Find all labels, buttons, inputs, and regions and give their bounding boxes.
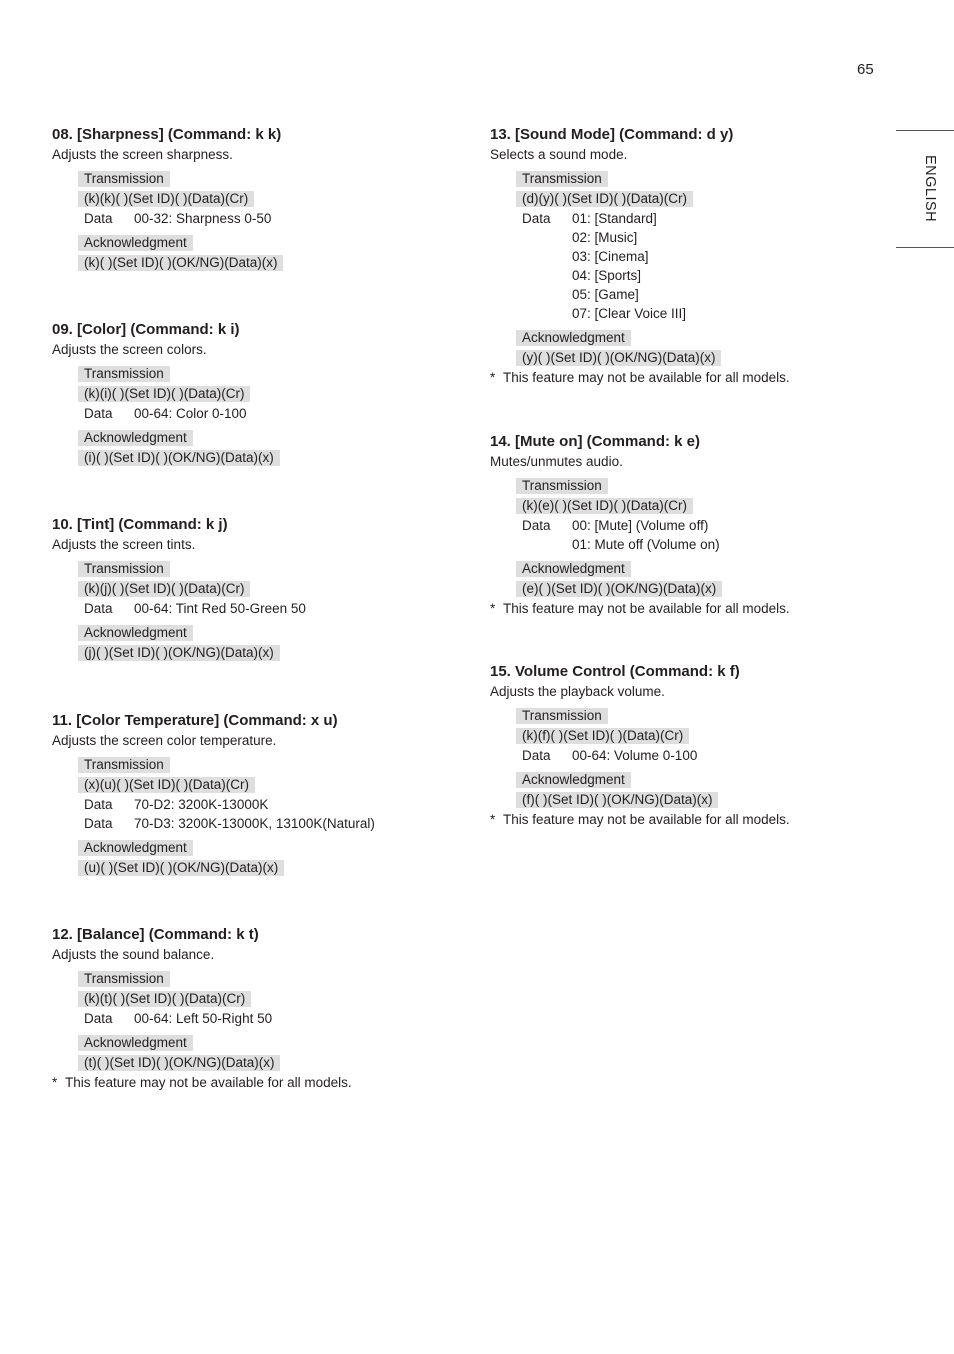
transmission-code: (x)(u)( )(Set ID)( )(Data)(Cr) <box>78 777 255 793</box>
data-value: 05: [Game] <box>572 287 639 302</box>
data-label: Data <box>522 518 551 533</box>
section-tint <box>52 515 472 663</box>
transmission-code: (k)(i)( )(Set ID)( )(Data)(Cr) <box>78 386 250 402</box>
data-label: Data <box>84 816 113 831</box>
transmission-code: (k)(t)( )(Set ID)( )(Data)(Cr) <box>78 991 251 1007</box>
transmission-label: Transmission <box>516 478 608 494</box>
data-value: 01: [Standard] <box>572 211 657 226</box>
data-label: Data <box>522 211 551 226</box>
section-volume-control <box>490 662 910 829</box>
data-label: Data <box>84 211 113 226</box>
acknowledgment-code: (f)( )(Set ID)( )(OK/NG)(Data)(x) <box>516 792 718 808</box>
availability-note <box>490 810 910 829</box>
acknowledgment-code: (j)( )(Set ID)( )(OK/NG)(Data)(x) <box>78 645 280 661</box>
section-sharpness <box>52 125 472 273</box>
data-value: 00-64: Left 50-Right 50 <box>134 1011 273 1026</box>
note-asterisk: * <box>490 812 496 827</box>
data-row <box>516 228 910 247</box>
acknowledgment-label: Acknowledgment <box>78 235 193 251</box>
data-value: 00: [Mute] (Volume off) <box>572 518 709 533</box>
data-label: Data <box>84 797 113 812</box>
transmission-label: Transmission <box>78 366 170 382</box>
acknowledgment-label: Acknowledgment <box>78 1035 193 1051</box>
acknowledgment-label: Acknowledgment <box>78 840 193 856</box>
command-block <box>78 965 472 1073</box>
command-block <box>78 555 472 663</box>
data-label <box>522 228 572 247</box>
section-color <box>52 320 472 468</box>
language-label: ENGLISH <box>922 155 938 223</box>
section-balance <box>52 925 472 1092</box>
transmission-code: (k)(j)( )(Set ID)( )(Data)(Cr) <box>78 581 250 597</box>
data-row <box>516 304 910 323</box>
data-value: 07: [Clear Voice III] <box>572 306 687 321</box>
section-description: Selects a sound mode. <box>490 147 628 162</box>
acknowledgment-label: Acknowledgment <box>516 772 631 788</box>
note-asterisk: * <box>490 601 496 616</box>
data-value: 03: [Cinema] <box>572 249 649 264</box>
section-title: 14. [Mute on] (Command: k e) <box>490 433 701 450</box>
data-label: Data <box>84 601 113 616</box>
section-description: Adjusts the screen colors. <box>52 342 207 357</box>
command-block <box>78 751 472 878</box>
transmission-code: (k)(e)( )(Set ID)( )(Data)(Cr) <box>516 498 693 514</box>
command-block <box>78 360 472 468</box>
data-label <box>522 247 572 266</box>
availability-note <box>52 1073 472 1092</box>
transmission-label: Transmission <box>516 708 608 724</box>
data-row <box>78 1009 472 1028</box>
data-label <box>522 266 572 285</box>
section-description: Adjusts the screen color temperature. <box>52 733 277 748</box>
data-value: 00-64: Tint Red 50-Green 50 <box>134 601 306 616</box>
data-row <box>516 247 910 266</box>
section-title: 12. [Balance] (Command: k t) <box>52 926 259 943</box>
transmission-code: (k)(k)( )(Set ID)( )(Data)(Cr) <box>78 191 254 207</box>
section-title: 11. [Color Temperature] (Command: x u) <box>52 712 338 729</box>
note-asterisk: * <box>52 1075 58 1090</box>
acknowledgment-label: Acknowledgment <box>516 330 631 346</box>
data-label: Data <box>84 406 113 421</box>
section-mute-on <box>490 432 910 618</box>
section-title: 15. Volume Control (Command: k f) <box>490 663 740 680</box>
note-text: This feature may not be available for all models. <box>503 812 790 827</box>
availability-note <box>490 599 910 618</box>
transmission-label: Transmission <box>78 561 170 577</box>
data-label: Data <box>522 748 551 763</box>
data-value: 00-64: Color 0-100 <box>134 406 247 421</box>
section-title: 09. [Color] (Command: k i) <box>52 321 240 338</box>
section-description: Adjusts the sound balance. <box>52 947 215 962</box>
data-value: 04: [Sports] <box>572 268 642 283</box>
section-title: 10. [Tint] (Command: k j) <box>52 516 228 533</box>
acknowledgment-code: (y)( )(Set ID)( )(OK/NG)(Data)(x) <box>516 350 721 366</box>
data-row <box>78 404 472 423</box>
data-row <box>516 285 910 304</box>
command-block <box>516 702 910 810</box>
acknowledgment-code: (t)( )(Set ID)( )(OK/NG)(Data)(x) <box>78 1055 280 1071</box>
data-label <box>522 285 572 304</box>
command-block <box>516 165 910 368</box>
section-description: Mutes/unmutes audio. <box>490 454 623 469</box>
command-block <box>516 472 910 599</box>
note-text: This feature may not be available for all models. <box>65 1075 352 1090</box>
acknowledgment-code: (e)( )(Set ID)( )(OK/NG)(Data)(x) <box>516 581 722 597</box>
acknowledgment-code: (k)( )(Set ID)( )(OK/NG)(Data)(x) <box>78 255 283 271</box>
acknowledgment-code: (i)( )(Set ID)( )(OK/NG)(Data)(x) <box>78 450 280 466</box>
transmission-code: (k)(f)( )(Set ID)( )(Data)(Cr) <box>516 728 689 744</box>
acknowledgment-code: (u)( )(Set ID)( )(OK/NG)(Data)(x) <box>78 860 284 876</box>
data-value: 02: [Music] <box>572 230 638 245</box>
data-label <box>522 535 572 554</box>
data-value: 70-D3: 3200K-13000K, 13100K(Natural) <box>134 816 375 831</box>
section-color-temperature <box>52 711 472 878</box>
data-label: Data <box>84 1011 113 1026</box>
data-row <box>516 266 910 285</box>
note-text: This feature may not be available for all models. <box>503 601 790 616</box>
transmission-label: Transmission <box>78 971 170 987</box>
section-description: Adjusts the screen sharpness. <box>52 147 233 162</box>
note-text: This feature may not be available for all models. <box>503 370 790 385</box>
acknowledgment-label: Acknowledgment <box>516 561 631 577</box>
data-row <box>516 535 910 554</box>
transmission-label: Transmission <box>78 757 170 773</box>
transmission-label: Transmission <box>78 171 170 187</box>
section-title: 13. [Sound Mode] (Command: d y) <box>490 126 734 143</box>
section-description: Adjusts the screen tints. <box>52 537 196 552</box>
data-value: 01: Mute off (Volume on) <box>572 537 720 552</box>
data-row <box>516 746 910 765</box>
transmission-code: (d)(y)( )(Set ID)( )(Data)(Cr) <box>516 191 693 207</box>
data-value: 70-D2: 3200K-13000K <box>134 797 269 812</box>
page-number: 65 <box>857 61 874 78</box>
data-label <box>522 304 572 323</box>
transmission-label: Transmission <box>516 171 608 187</box>
acknowledgment-label: Acknowledgment <box>78 625 193 641</box>
availability-note <box>490 368 910 387</box>
section-title: 08. [Sharpness] (Command: k k) <box>52 126 282 143</box>
command-block <box>78 165 472 273</box>
acknowledgment-label: Acknowledgment <box>78 430 193 446</box>
data-row <box>78 599 472 618</box>
note-asterisk: * <box>490 370 496 385</box>
section-description: Adjusts the playback volume. <box>490 684 665 699</box>
data-row <box>516 209 910 228</box>
data-row <box>78 795 472 814</box>
data-row <box>78 209 472 228</box>
section-sound-mode <box>490 125 910 387</box>
data-value: 00-32: Sharpness 0-50 <box>134 211 272 226</box>
data-value: 00-64: Volume 0-100 <box>572 748 698 763</box>
data-row <box>78 814 472 833</box>
data-row <box>516 516 910 535</box>
